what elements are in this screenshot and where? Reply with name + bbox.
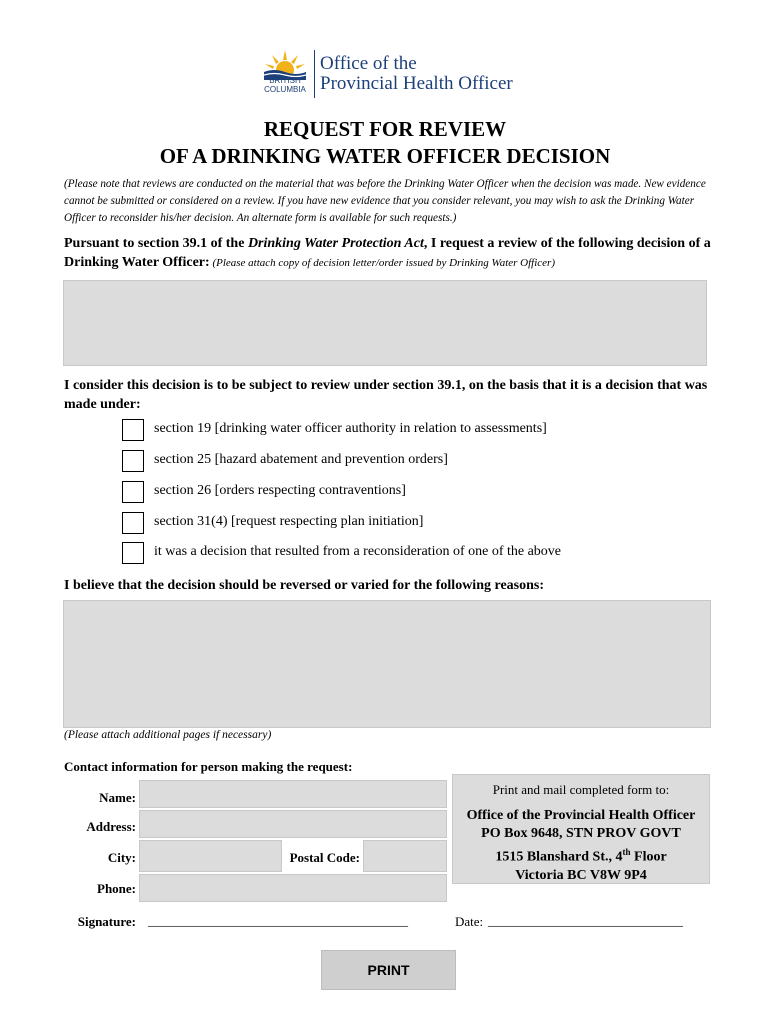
checkbox-label: section 25 [hazard abatement and prevention orders] (154, 452, 448, 467)
checkbox-label: section 31(4) [request respecting plan initiation] (154, 514, 424, 529)
name-field[interactable] (139, 780, 447, 808)
city-label: City: (107, 850, 136, 865)
reasons-field[interactable] (63, 600, 711, 728)
postal-code-label: Postal Code: (289, 850, 360, 865)
postal-code-field[interactable] (363, 840, 447, 872)
reasons-heading: I believe that the decision should be reversed or varied for the following reasons: (64, 578, 544, 593)
page-title-line1: REQUEST FOR REVIEW (263, 117, 507, 141)
logo-province-name: BRITISH COLUMBIA (264, 76, 306, 94)
logo-office-name: Office of the Provincial Health Officer (320, 53, 513, 94)
decision-description-field[interactable] (63, 280, 707, 366)
date-line[interactable]: ______________________________ (488, 913, 683, 928)
logo-divider (314, 50, 315, 98)
section-19-checkbox[interactable] (122, 419, 144, 441)
checkbox-label: it was a decision that resulted from a reconsideration of one of the above (154, 544, 562, 559)
signature-line[interactable]: ________________________________________ (148, 913, 408, 928)
contact-heading: Contact information for person making the request: (64, 759, 353, 774)
signature-label: Signature: (77, 914, 136, 929)
city-field[interactable] (139, 840, 282, 872)
section-25-checkbox[interactable] (122, 450, 144, 472)
date-label: Date: (455, 914, 484, 929)
address-label: Address: (86, 819, 136, 834)
review-note: (Please note that reviews are conducted on the material that was before the Drinking Water Officer when the decision was made. New evidence cannot be submitted or considered on a review. If you have new evidence that you consider relevant, you may wish to ask the Drinking Water Officer to reconsider his/her decision. An alternate form is available for such requests.) (64, 178, 706, 224)
checkbox-label: section 19 [drinking water officer authority in relation to assessments] (154, 421, 547, 436)
section-31-4-checkbox[interactable] (122, 512, 144, 534)
section-26-checkbox[interactable] (122, 481, 144, 503)
pursuant-statement: Pursuant to section 39.1 of the Drinking Water Protection Act, I request a review of the following decision of a Drinking Water Officer: (Please attach copy of decision letter/order issued by Drinking Water Officer) (64, 236, 711, 270)
phone-label: Phone: (97, 881, 136, 896)
consider-statement: I consider this decision is to be subject to review under section 39.1, on the basis that it is a decision that was made under: (64, 378, 708, 412)
page-title-line2: OF A DRINKING WATER OFFICER DECISION (159, 144, 611, 168)
name-label: Name: (99, 790, 136, 805)
address-field[interactable] (139, 810, 447, 838)
mailing-address-box (452, 774, 710, 884)
attach-pages-note: (Please attach additional pages if necessary) (64, 729, 272, 741)
print-button[interactable]: PRINT (321, 950, 456, 990)
reconsideration-checkbox[interactable] (122, 542, 144, 564)
mail-instruction: Print and mail completed form to: (492, 782, 670, 797)
bc-sun-icon (258, 46, 312, 80)
bc-logo (258, 46, 528, 102)
phone-field[interactable] (139, 874, 447, 902)
checkbox-label: section 26 [orders respecting contraventions] (154, 483, 406, 498)
mailing-address: Office of the Provincial Health Officer PO Box 9648, STN PROV GOVT 1515 Blanshard St., 4th Floor Victoria BC V8W 9P4 (466, 808, 696, 883)
